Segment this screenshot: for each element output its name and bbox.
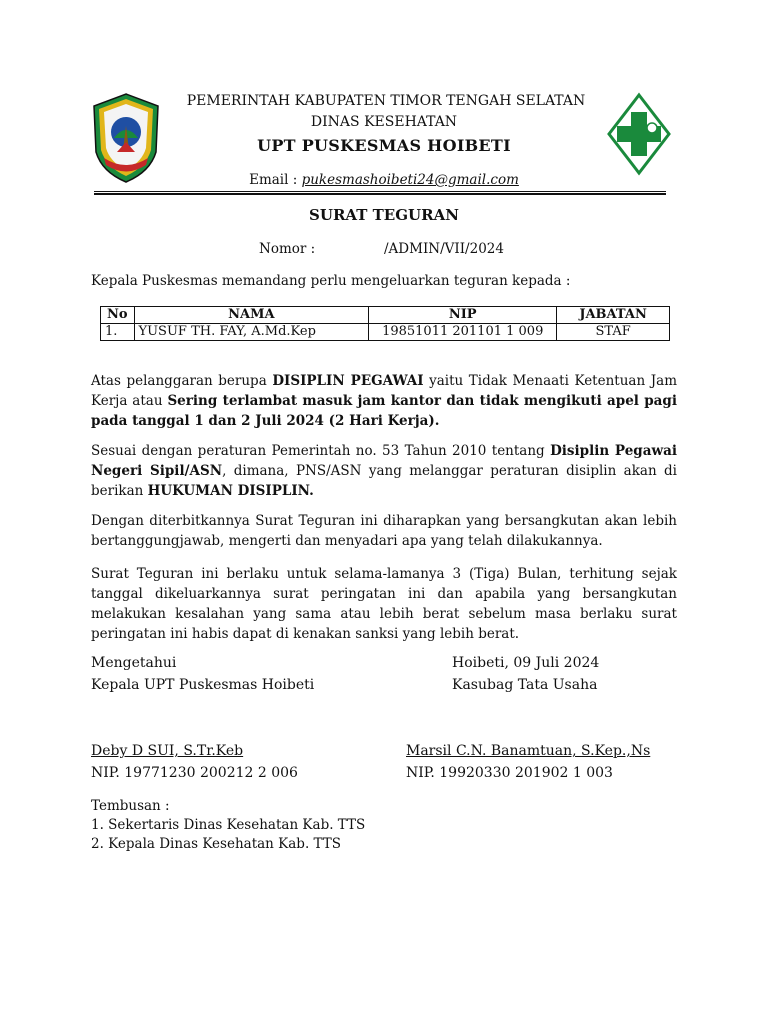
header-divider-thick bbox=[94, 193, 666, 195]
sig-left-nip: NIP. 19771230 200212 2 006 bbox=[91, 765, 298, 781]
cell-nip: 19851011 201101 1 009 bbox=[369, 324, 557, 341]
p1-text-2: yaitu Tidak Menaati Ketentuan Jam Kerja atau bbox=[91, 373, 677, 409]
header-line-3: UPT PUSKESMAS HOIBETI bbox=[257, 136, 511, 155]
table-header-no: No bbox=[101, 307, 135, 324]
p1-text-1: Atas pelanggaran berupa bbox=[91, 373, 273, 389]
tembusan-label: Tembusan : bbox=[91, 798, 170, 814]
paragraph-expectation: Dengan diterbitkannya Surat Teguran ini diharapkan yang bersangkutan akan lebih bertanggungjawab, mengerti dan menyadari apa yang telah dilakukannya. bbox=[91, 513, 677, 549]
sig-right-line2: Kasubag Tata Usaha bbox=[452, 677, 598, 693]
sig-left-line2: Kepala UPT Puskesmas Hoibeti bbox=[91, 677, 315, 693]
page-title: SURAT TEGURAN bbox=[309, 206, 459, 224]
table-header-nip: NIP bbox=[369, 307, 557, 324]
table-header-jabatan: JABATAN bbox=[557, 307, 670, 324]
cell-nama: YUSUF TH. FAY, A.Md.Kep bbox=[134, 324, 369, 341]
table-header-row bbox=[101, 307, 670, 324]
p2-text-2: , dimana, PNS/ASN yang melanggar peraturan disiplin akan di berikan bbox=[91, 463, 677, 499]
email-link[interactable]: pukesmashoibeti24@gmail.com bbox=[301, 172, 519, 188]
paragraph-regulation bbox=[91, 441, 677, 501]
table-row bbox=[101, 324, 670, 341]
paragraph-validity: Surat Teguran ini berlaku untuk selama-lamanya 3 (Tiga) Bulan, terhitung sejak tanggal dikeluarkannya surat peringatan ini dan apabila yang bersangkutan melakukan kesalahan yang sama atau lebih berat sebelum masa berlaku surat peringatan ini habis dapat di kenakan sanksi yang lebih berat. bbox=[91, 566, 677, 642]
cell-jabatan: STAF bbox=[557, 324, 670, 341]
email-line bbox=[0, 172, 768, 188]
p2-bold-1: Disiplin Pegawai Negeri Sipil/ASN bbox=[91, 443, 677, 479]
cell-no: 1. bbox=[101, 324, 135, 341]
tembusan-block bbox=[91, 797, 365, 854]
table-header-nama: NAMA bbox=[134, 307, 369, 324]
header-line-1: PEMERINTAH KABUPATEN TIMOR TENGAH SELATAN bbox=[186, 93, 586, 109]
nomor-value: /ADMIN/VII/2024 bbox=[384, 241, 504, 257]
paragraph-violation bbox=[91, 371, 677, 431]
sig-left-line1: Mengetahui bbox=[91, 655, 177, 671]
email-label: Email : bbox=[249, 172, 298, 188]
sig-left-name: Deby D SUI, S.Tr.Keb bbox=[91, 743, 244, 759]
sig-right-name: Marsil C.N. Banamtuan, S.Kep.,Ns bbox=[406, 743, 651, 759]
p1-bold-1: DISIPLIN PEGAWAI bbox=[272, 373, 424, 389]
tembusan-item: 1. Sekertaris Dinas Kesehatan Kab. TTS bbox=[91, 817, 366, 833]
nomor-label: Nomor : bbox=[259, 241, 316, 257]
staff-table bbox=[100, 306, 670, 341]
sig-right-line1: Hoibeti, 09 Juli 2024 bbox=[452, 655, 600, 671]
tembusan-item: 2. Kepala Dinas Kesehatan Kab. TTS bbox=[91, 836, 342, 852]
header-line-2: DINAS KESEHATAN bbox=[310, 114, 458, 130]
p2-bold-2: HUKUMAN DISIPLIN. bbox=[147, 483, 314, 499]
intro-text: Kepala Puskesmas memandang perlu mengeluarkan teguran kepada : bbox=[91, 273, 571, 289]
p1-bold-2: Sering terlambat masuk jam kantor dan tidak mengikuti apel pagi pada tanggal 1 dan 2 Juli 2024 (2 Hari Kerja). bbox=[91, 393, 677, 429]
p2-text-1: Sesuai dengan peraturan Pemerintah no. 53 Tahun 2010 tentang bbox=[91, 443, 551, 459]
sig-right-nip: NIP. 19920330 201902 1 003 bbox=[406, 765, 613, 781]
header-divider-thin bbox=[94, 191, 666, 192]
